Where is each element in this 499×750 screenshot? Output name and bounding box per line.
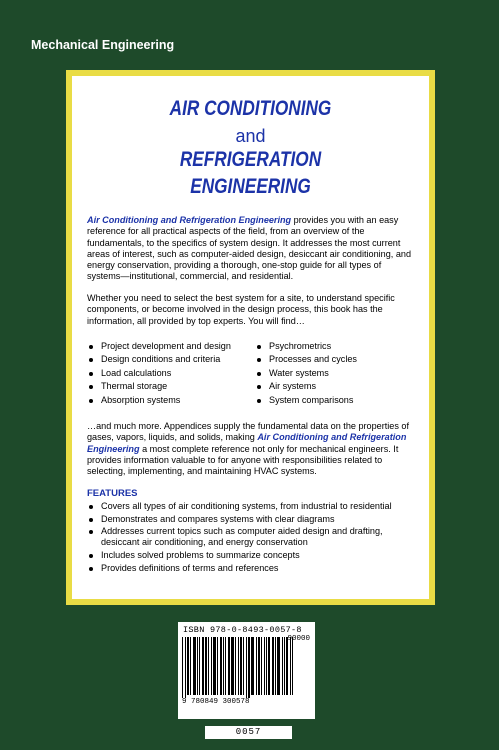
barcode-bar: [258, 637, 260, 695]
topic-item: Water systems: [255, 367, 357, 380]
more-book-title: Air Conditioning and Refrigeration Engineering: [87, 432, 407, 454]
title-line-1: AIR CONDITIONING: [169, 97, 332, 120]
barcode-bar: [190, 637, 191, 695]
topic-item: Project development and design: [87, 340, 231, 353]
barcode-bar: [217, 637, 218, 695]
content-panel: [72, 76, 429, 599]
barcode-bar: [246, 637, 247, 703]
barcode-bar: [231, 637, 234, 695]
barcode-bar: [197, 637, 198, 695]
barcode-bar: [292, 637, 293, 695]
topic-item: Load calculations: [87, 367, 231, 380]
barcode-digits: 9 780849 300578: [182, 698, 250, 706]
barcode-bar: [251, 637, 254, 695]
feature-item: Covers all types of air conditioning systems, from industrial to residential: [87, 501, 417, 512]
barcode-bar: [205, 637, 207, 695]
features-heading: FEATURES: [87, 488, 138, 499]
topics-list-right: [255, 340, 357, 407]
topic-item: Processes and cycles: [255, 353, 357, 366]
barcode-addon: 90000: [287, 635, 310, 643]
barcode-bar: [235, 637, 236, 695]
barcode-bar: [286, 637, 288, 695]
barcode-bar: [248, 637, 250, 703]
topic-item: Air systems: [255, 380, 357, 393]
intro-paragraph: [87, 215, 417, 283]
topics-list-left: [87, 340, 231, 407]
barcode-bar: [240, 637, 242, 695]
barcode-bar: [187, 637, 189, 695]
topic-item: Design conditions and criteria: [87, 353, 231, 366]
intro-book-title: Air Conditioning and Refrigeration Engineering: [87, 215, 292, 225]
barcode-bar: [268, 637, 270, 695]
barcode-bar: [272, 637, 274, 695]
barcode-bar: [220, 637, 222, 695]
barcode-bar: [238, 637, 239, 695]
barcode-bar: [213, 637, 216, 695]
barcode-bar: [266, 637, 267, 695]
barcode-bar: [264, 637, 265, 695]
barcode-bar: [261, 637, 262, 695]
barcode-bar: [290, 637, 291, 695]
barcode-bar: [199, 637, 200, 695]
product-code: 0057: [205, 726, 292, 739]
more-text-1: …and much more. Appendices supply the fundamental data on the properties of gases, vapors, liquids, and solids, making: [87, 421, 410, 443]
barcode-bar: [202, 637, 204, 695]
barcode-bar: [223, 637, 224, 695]
barcode-bar: [275, 637, 276, 695]
barcode-bar: [284, 637, 285, 695]
more-paragraph: [87, 421, 417, 477]
barcode-bar: [225, 637, 226, 695]
feature-item: Provides definitions of terms and references: [87, 563, 417, 574]
barcode-bars: [182, 637, 310, 707]
barcode-bar: [277, 637, 280, 695]
barcode: [178, 622, 315, 719]
title-line-3: REFRIGERATION: [179, 148, 322, 171]
barcode-bar: [228, 637, 230, 695]
barcode-bar: [243, 637, 244, 695]
barcode-bar: [211, 637, 212, 695]
topic-item: System comparisons: [255, 394, 357, 407]
more-text-2: a most complete reference not only for mechanical engineers. It provides information valuable to for anyone with responsibilities related to selecting, implementing, and maintaining HVAC systems.: [87, 443, 399, 477]
barcode-bar: [256, 637, 257, 695]
feature-item: Demonstrates and compares systems with clear diagrams: [87, 514, 417, 525]
category-label: Mechanical Engineering: [31, 38, 175, 52]
intro-text: provides you with an easy reference for all practical aspects of the field, from an overview of the fundamentals, to the specifics of system design. It addresses the most current areas of interest, such as computer-aided design, desiccant air conditioning, and energy conservation, providing a thorough, one-stop guide for all types of systems—institutional, commercial, and residential.: [87, 215, 412, 282]
barcode-bar: [208, 637, 209, 695]
title-line-2: and: [235, 126, 266, 146]
topic-item: Thermal storage: [87, 380, 231, 393]
features-list: [87, 501, 417, 575]
barcode-bar: [282, 637, 283, 695]
topic-item: Absorption systems: [87, 394, 231, 407]
title-line-4: ENGINEERING: [190, 175, 311, 198]
barcode-bar: [193, 637, 196, 695]
barcode-bar: [182, 637, 183, 703]
barcode-bar: [185, 637, 186, 703]
feature-item: Addresses current topics such as computer aided design and drafting, desiccant air conditioning, and energy conservation: [87, 526, 417, 549]
whether-paragraph: Whether you need to select the best system for a site, to understand specific components, or become involved in the design process, this book has the information, all provided by top experts. You will find…: [87, 293, 395, 326]
isbn-text: ISBN 978-0-8493-0057-8: [183, 625, 302, 635]
topic-item: Psychrometrics: [255, 340, 357, 353]
feature-item: Includes solved problems to summarize concepts: [87, 550, 417, 561]
